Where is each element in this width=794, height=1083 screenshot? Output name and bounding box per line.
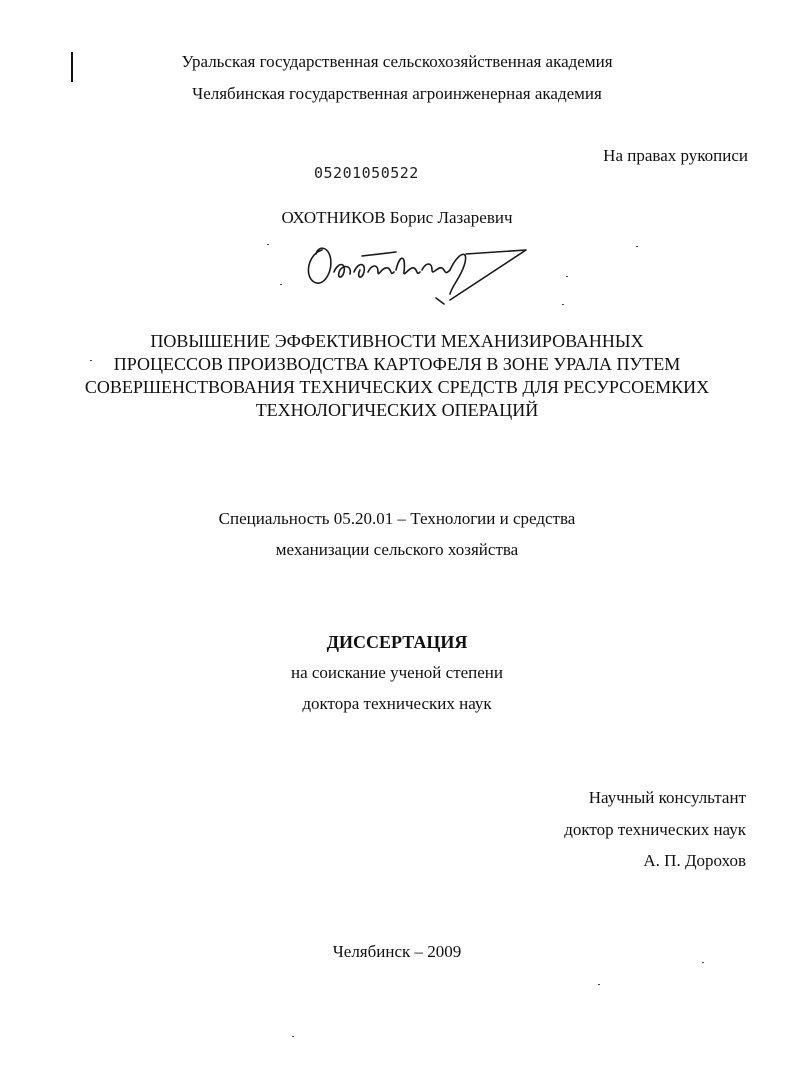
scan-speck (292, 1036, 294, 1037)
title-line: ПРОЦЕССОВ ПРОИЗВОДСТВА КАРТОФЕЛЯ В ЗОНЕ УРАЛА ПУТЕМ (113, 354, 681, 374)
title-line: СОВЕРШЕНСТВОВАНИЯ ТЕХНИЧЕСКИХ СРЕДСТВ ДЛЯ РЕСУРСОЕМКИХ (84, 377, 710, 397)
scan-speck (90, 360, 92, 361)
scan-speck (636, 246, 638, 247)
scan-speck (267, 244, 269, 245)
author-name: ОХОТНИКОВ Борис Лазаревич (281, 208, 513, 227)
header-line-1: Уральская государственная сельскохозяйственная академия (181, 52, 613, 71)
scan-speck (598, 984, 600, 985)
title-line: ТЕХНОЛОГИЧЕСКИХ ОПЕРАЦИЙ (255, 400, 539, 420)
header-line-2: Челябинская государственная агроинженерная академия (192, 84, 602, 103)
work-type-line-2: доктора технических наук (302, 694, 492, 713)
scan-speck (702, 962, 704, 963)
consultant-role: Научный консультант (588, 788, 746, 807)
consultant-degree: доктор технических наук (564, 820, 746, 839)
scan-speck (280, 284, 282, 285)
footer-city-year: Челябинск – 2009 (332, 942, 462, 961)
author-signature-icon (300, 232, 540, 312)
scan-speck (566, 276, 568, 277)
scan-speck (562, 304, 564, 305)
stamp-code: 05201050522 (314, 164, 419, 182)
dissertation-title (40, 330, 754, 422)
specialty-line-2: механизации сельского хозяйства (275, 540, 519, 559)
consultant-name: А. П. Дорохов (643, 851, 746, 870)
specialty-line-1: Специальность 05.20.01 – Технологии и средства (218, 509, 576, 528)
title-line: ПОВЫШЕНИЕ ЭФФЕКТИВНОСТИ МЕХАНИЗИРОВАННЫХ (150, 331, 644, 351)
work-type-label: ДИССЕРТАЦИЯ (326, 632, 468, 652)
work-type-line-1: на соискание ученой степени (290, 663, 504, 682)
rights-note: На правах рукописи (603, 146, 748, 165)
